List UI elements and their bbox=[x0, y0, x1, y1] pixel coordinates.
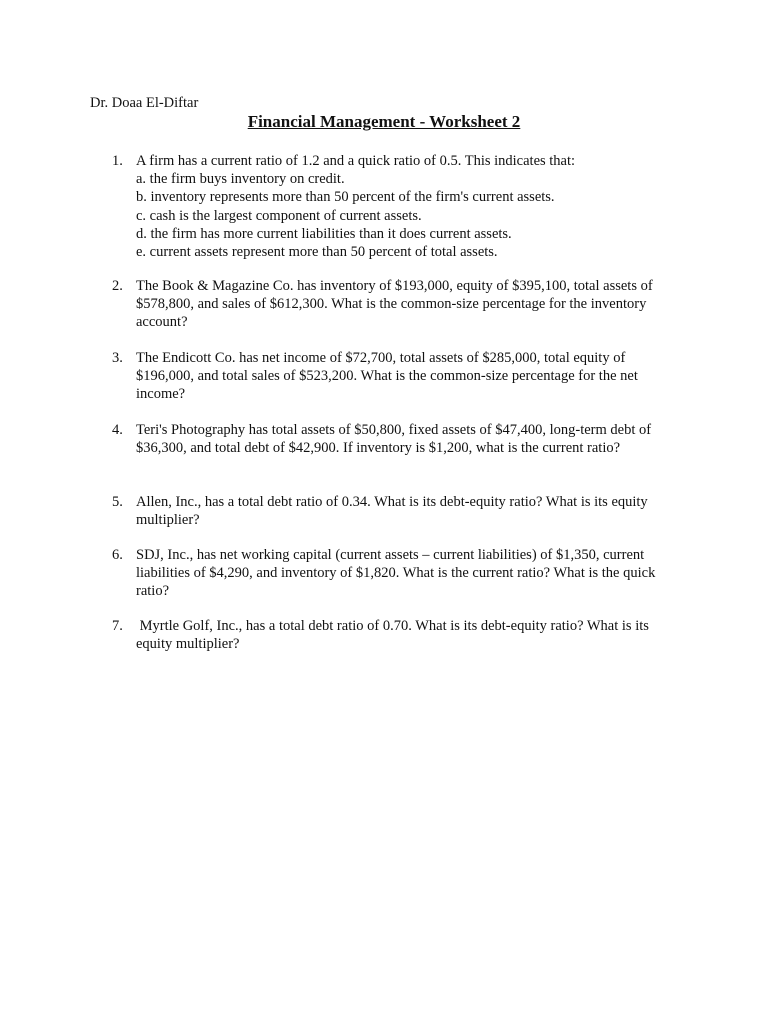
question-1 bbox=[108, 152, 688, 261]
question-5 bbox=[108, 493, 688, 529]
answer-option-c: c. cash is the largest component of current assets. bbox=[136, 207, 422, 224]
question-6 bbox=[108, 546, 688, 601]
answer-option-b: b. inventory represents more than 50 percent of the firm's current assets. bbox=[136, 189, 555, 206]
question-7 bbox=[108, 617, 688, 653]
question-number: 5. bbox=[112, 494, 123, 510]
question-line: SDJ, Inc., has net working capital (current assets – current liabilities) of $1,350, current bbox=[136, 547, 645, 563]
question-2 bbox=[108, 277, 688, 332]
question-line: The Book & Magazine Co. has inventory of $193,000, equity of $395,100, total assets of bbox=[136, 278, 653, 294]
question-line: multiplier? bbox=[136, 512, 200, 529]
question-line: $36,300, and total debt of $42,900. If inventory is $1,200, what is the current ratio? bbox=[136, 440, 621, 457]
question-number: 1. bbox=[112, 153, 123, 169]
question-4 bbox=[108, 421, 688, 457]
question-line: A firm has a current ratio of 1.2 and a quick ratio of 0.5. This indicates that: bbox=[136, 153, 576, 169]
author-name: Dr. Doaa El-Diftar bbox=[90, 95, 199, 111]
question-line: liabilities of $4,290, and inventory of $1,820. What is the current ratio? What is the quick bbox=[136, 565, 656, 582]
question-number: 3. bbox=[112, 350, 123, 366]
question-text bbox=[136, 617, 688, 653]
question-number: 7. bbox=[112, 618, 123, 634]
question-line: equity multiplier? bbox=[136, 636, 240, 653]
answer-option-d: d. the firm has more current liabilities than it does current assets. bbox=[136, 225, 512, 242]
question-line: account? bbox=[136, 314, 188, 331]
question-text bbox=[136, 152, 688, 261]
question-line: $196,000, and total sales of $523,200. What is the common-size percentage for the net bbox=[136, 368, 638, 385]
question-line: The Endicott Co. has net income of $72,700, total assets of $285,000, total equity of bbox=[136, 350, 626, 366]
question-text bbox=[136, 277, 688, 332]
question-text bbox=[136, 349, 688, 404]
question-line: Teri's Photography has total assets of $50,800, fixed assets of $47,400, long-term debt of bbox=[136, 422, 652, 438]
answer-option-e: e. current assets represent more than 50 percent of total assets. bbox=[136, 244, 498, 261]
question-number: 6. bbox=[112, 547, 123, 563]
question-text bbox=[136, 421, 688, 457]
question-number: 4. bbox=[112, 422, 123, 438]
question-line: ratio? bbox=[136, 583, 170, 600]
question-line: Allen, Inc., has a total debt ratio of 0.34. What is its debt-equity ratio? What is its equity bbox=[136, 494, 648, 510]
question-text bbox=[136, 493, 688, 529]
worksheet-title: Financial Management - Worksheet 2 bbox=[247, 112, 521, 131]
question-line: Myrtle Golf, Inc., has a total debt ratio of 0.70. What is its debt-equity ratio? What is its bbox=[136, 618, 649, 634]
question-line: income? bbox=[136, 386, 186, 403]
question-3 bbox=[108, 349, 688, 404]
question-number: 2. bbox=[112, 278, 123, 294]
question-line: $578,800, and sales of $612,300. What is the common-size percentage for the inventory bbox=[136, 296, 647, 313]
question-text bbox=[136, 546, 688, 601]
answer-option-a: a. the firm buys inventory on credit. bbox=[136, 171, 345, 188]
